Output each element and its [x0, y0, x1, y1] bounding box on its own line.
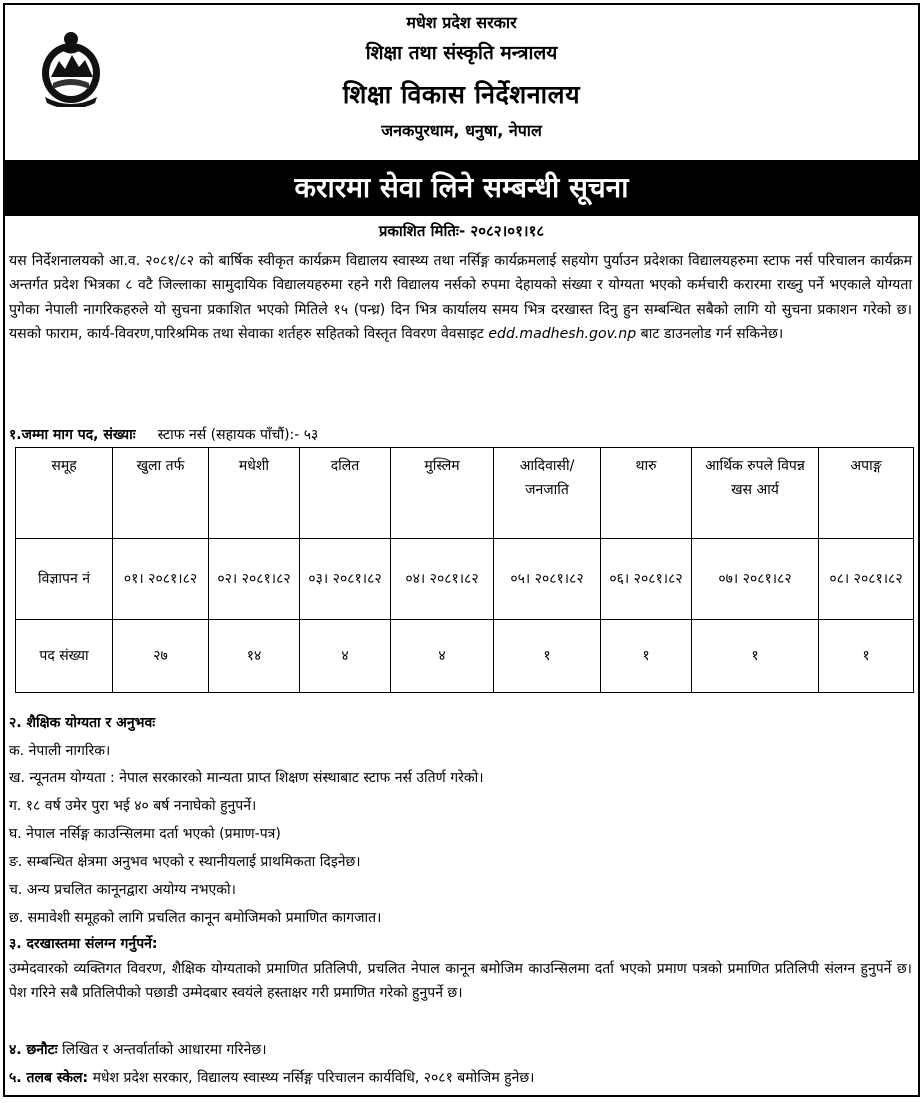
salary-line [9, 1068, 534, 1087]
qualification-item: क. नेपाली नागरिक। [9, 743, 111, 759]
table-header-cell: दलित [300, 448, 391, 539]
salary-label: ५. तलब स्केल: [9, 1070, 89, 1086]
website-link[interactable]: edd.madhesh.gov.np [488, 326, 637, 343]
post-count-cell: १ [494, 620, 601, 693]
table-header-cell: मुस्लिम [391, 448, 494, 539]
attachments-text: उम्मेदवारको व्यक्तिगत विवरण, शैक्षिक योग्यताको प्रमाणित प्रतिलिपी, प्रचलित नेपाल कानून बमोजिम काउन्सिलमा दर्ता भएको प्रमाण पत्रको प्रमाणित प्रतिलिपी संलग्न हुनुपर्ने छ। पेश गरिने सबै प्रतिलिपीको पछाडी उम्मेदबार स्वयंले हस्ताक्षर गरी प्रमाणित गरेको हुनुपर्ने छ। [9, 961, 912, 1002]
header [5, 5, 918, 155]
ministry-name: शिक्षा तथा संस्कृति मन्त्रालय [365, 42, 558, 64]
intro-text: यस निर्देशनालयको आ.व. २०८१/८२ को बार्षिक स्वीकृत कार्यक्रम विद्यालय स्वास्थ्य तथा नर्सिङ्ग कार्यक्रमलाई सहयोग पुर्याउन प्रदेशका विद्यालयहरुमा स्टाफ नर्स परिचालन कार्यक्रम अन्तर्गत प्रदेश भित्रका ८ वटै जिल्लाका सामुदायिक विद्यालयहरुमा रहने गरी विद्यालय नर्सको रुपमा देहायको संख्या र योग्यता भएको कर्मचारी करारमा राख्नु पर्ने भएकाले योग्यता पुगेका नेपाली नागरिकहरुले यो सुचना प्रकाशित भएको मितिले १५ (पन्ध्र) दिन भित्र कार्यालय समय भित्र दरखास्त दिनु हुन सम्बन्धित सबैको लागि यो सुचना प्रकाशन गरेको छ। यसको फाराम, कार्य-विवरण,पारिश्रमिक तथा सेवाका शर्तहरु सहितको विस्तृत विवरण वेवसाइट [9, 253, 912, 343]
ad-number-cell: ०७। २०८१।८२ [692, 539, 819, 620]
qualification-item: ङ. सम्बन्धित क्षेत्रमा अनुभव भएको र स्थानीयलाई प्राथमिकता दिइनेछ। [9, 854, 361, 870]
post-count-cell: १४ [209, 620, 300, 693]
post-count-cell: १ [819, 620, 914, 693]
ad-number-label: विज्ञापन नं [16, 539, 113, 620]
table-header-cell: थारु [601, 448, 692, 539]
salary-text: मधेश प्रदेश सरकार, विद्यालय स्वास्थ्य नर्सिङ्ग परिचालन कार्यविधि, २०८१ बमोजिम हुनेछ। [92, 1070, 535, 1086]
table-row-ad-numbers [16, 539, 914, 620]
post-count-cell: १ [601, 620, 692, 693]
ad-number-cell: ०१। २०८१।८२ [113, 539, 209, 620]
qualification-item: छ. समावेशी समूहको लागि प्रचलित कानून बमोजिमको प्रमाणित कागजात। [9, 910, 382, 926]
table-header-cell: आदिवासी/ जनजाति [494, 448, 601, 539]
office-address: जनकपुरधाम, धनुषा, नेपाल [381, 121, 542, 140]
post-count-cell: १ [692, 620, 819, 693]
qualification-heading: २. शैक्षिक योग्यता र अनुभवः [9, 715, 156, 731]
table-header-cell: मधेशी [209, 448, 300, 539]
published-date: प्रकाशित मितिः- २०८२।०१।१८ [378, 222, 545, 240]
ad-number-cell: ०६। २०८१।८२ [601, 539, 692, 620]
intro-paragraph [9, 249, 912, 347]
qualification-item: घ. नेपाल नर्सिङ्ग काउन्सिलमा दर्ता भएको (प्रमाण-पत्र) [9, 826, 281, 842]
demand-summary [9, 425, 318, 444]
ad-number-cell: ०८। २०८१।८२ [819, 539, 914, 620]
table-header-cell: खुला तर्फ [113, 448, 209, 539]
table-header-cell: आर्थिक रुपले विपन्न खस आर्य [692, 448, 819, 539]
selection-label: ४. छनौटः [9, 1042, 58, 1058]
table-row-post-count [16, 620, 914, 693]
post-count-cell: ४ [300, 620, 391, 693]
table-header-cell: अपाङ्ग [819, 448, 914, 539]
province-government: मधेश प्रदेश सरकार [406, 13, 517, 32]
demand-label: १.जम्मा माग पद, संख्याः [9, 427, 136, 443]
notice-title: करारमा सेवा लिने सम्बन्धी सूचना [5, 160, 918, 216]
post-title: स्टाफ नर्स (सहायक पाँचौं):- ५३ [157, 427, 319, 443]
intro-tail: बाट डाउनलोड गर्न सकिनेछ। [640, 326, 784, 343]
selection-line [9, 1040, 267, 1059]
notice-document [3, 3, 920, 1097]
ad-number-cell: ०२। २०८१।८२ [209, 539, 300, 620]
table-header-row [16, 448, 914, 539]
qualification-item: ख. न्यूनतम योग्यता : नेपाल सरकारको मान्यता प्राप्त शिक्षण संस्थाबाट स्टाफ नर्स उतिर्ण गरेको। [9, 770, 484, 786]
ad-number-cell: ०४। २०८१।८२ [391, 539, 494, 620]
directorate-name: शिक्षा विकास निर्देशनालय [342, 80, 581, 109]
post-count-label: पद संख्या [16, 620, 113, 693]
ad-number-cell: ०३। २०८१।८२ [300, 539, 391, 620]
attachments-heading: ३. दरखास्तमा संलग्न गर्नुपर्ने: [9, 936, 158, 952]
post-count-cell: ४ [391, 620, 494, 693]
qualification-item: ग. १८ वर्ष उमेर पुरा भई ४० बर्ष ननाघेको हुनुपर्ने। [9, 798, 257, 814]
post-count-cell: २७ [113, 620, 209, 693]
ad-number-cell: ०५। २०८१।८२ [494, 539, 601, 620]
demand-table [15, 447, 914, 693]
selection-text: लिखित र अन्तर्वार्ताको आधारमा गरिनेछ। [62, 1042, 267, 1058]
table-header-cell: समूह [16, 448, 113, 539]
qualification-item: च. अन्य प्रचलित कानूनद्वारा अयोग्य नभएको। [9, 882, 236, 898]
